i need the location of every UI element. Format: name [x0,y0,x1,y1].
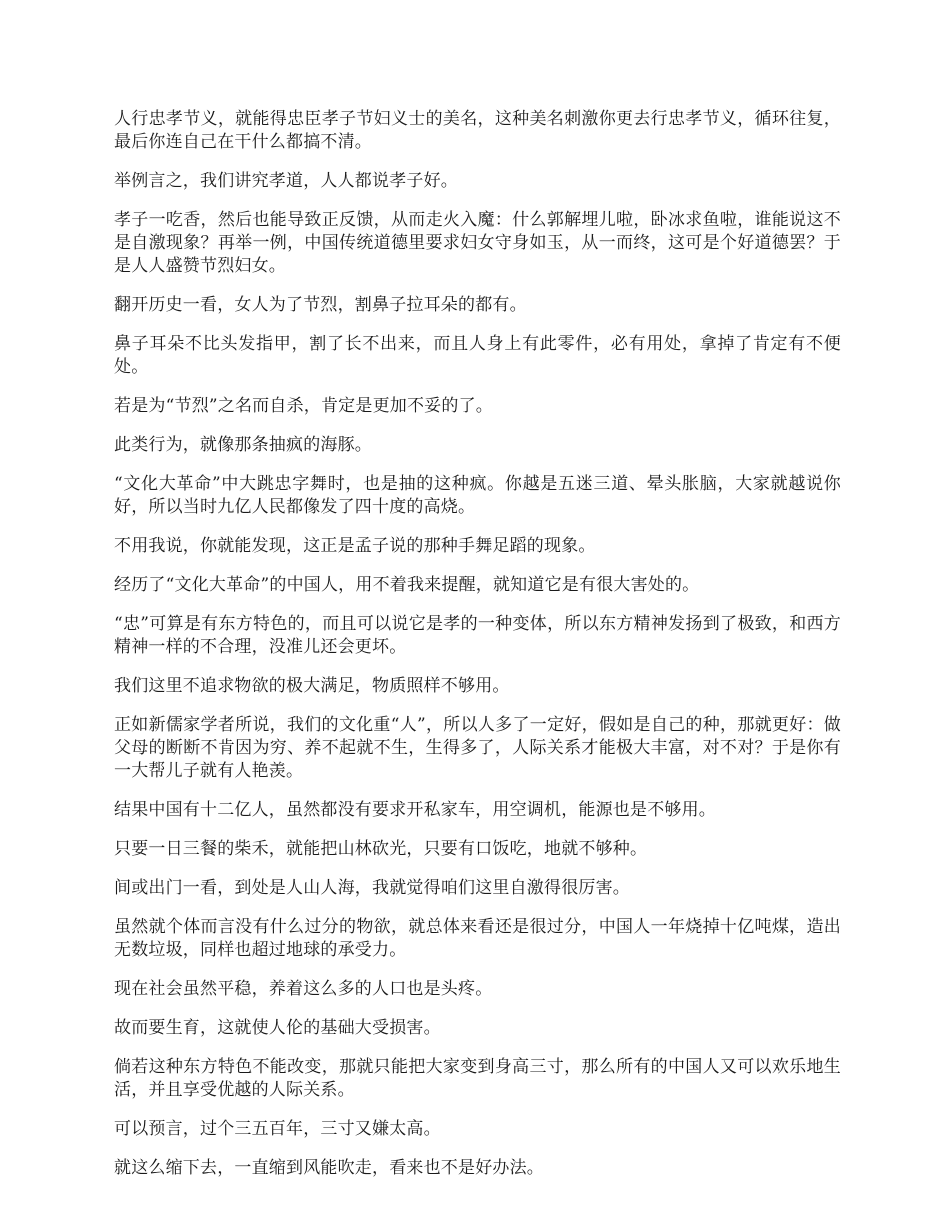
paragraph: 孝子一吃香，然后也能导致正反馈，从而走火入魔：什么郭解埋儿啦，卧冰求鱼啦，谁能说这不是自激现象？再举一例，中国传统道德里要求妇女守身如玉，从一而终，这可是个好道德罢？于是人人盛赞节烈妇女。 [114,210,841,276]
paragraph: “文化大革命”中大跳忠字舞时，也是抽的这种疯。你越是五迷三道、晕头胀脑，大家就越说你好，所以当时九亿人民都像发了四十度的高烧。 [114,474,841,517]
paragraph: 此类行为，就像那条抽疯的海豚。 [114,435,372,455]
paragraph: 鼻子耳朵不比头发指甲，割了长不出来，而且人身上有此零件，必有用处，拿掉了肯定有不便处。 [114,334,841,377]
paragraph: 现在社会虽然平稳，养着这么多的人口也是头疼。 [114,979,493,999]
paragraph: “忠”可算是有东方特色的，而且可以说它是孝的一种变体，所以东方精神发扬到了极致，和西方精神一样的不合理，没准儿还会更坏。 [114,614,841,657]
paragraph: 间或出门一看，到处是人山人海，我就觉得咱们这里自激得很厉害。 [114,878,630,898]
paragraph: 不用我说，你就能发现，这正是孟子说的那种手舞足蹈的现象。 [114,536,596,556]
paragraph: 翻开历史一看，女人为了节烈，割鼻子拉耳朵的都有。 [114,295,527,315]
paragraph: 举例言之，我们讲究孝道，人人都说孝子好。 [114,171,458,191]
paragraph: 经历了“文化大革命”的中国人，用不着我来提醒，就知道它是有很大害处的。 [114,575,700,595]
paragraph: 正如新儒家学者所说，我们的文化重“人”，所以人多了一定好，假如是自己的种，那就更好：做父母的断断不肯因为穷、养不起就不生，生得多了，人际关系才能极大丰富，对不对？于是你有一大帮儿子就有人艳羡。 [114,715,841,781]
paragraph: 人行忠孝节义，就能得忠臣孝子节妇义士的美名，这种美名刺激你更去行忠孝节义，循环往复，最后你连自己在干什么都搞不清。 [114,109,841,152]
paragraph: 只要一日三餐的柴禾，就能把山林砍光，只要有口饭吃，地就不够种。 [114,839,648,859]
paragraph: 倘若这种东方特色不能改变，那就只能把大家变到身高三寸，那么所有的中国人又可以欢乐地生活，并且享受优越的人际关系。 [114,1057,841,1100]
paragraph: 故而要生育，这就使人伦的基础大受损害。 [114,1018,441,1038]
paragraph: 若是为“节烈”之名而自杀，肯定是更加不妥的了。 [114,396,493,416]
paragraph: 就这么缩下去，一直缩到风能吹走，看来也不是好办法。 [114,1158,544,1178]
paragraph: 虽然就个体而言没有什么过分的物欲，就总体来看还是很过分，中国人一年烧掉十亿吨煤，造出无数垃圾，同样也超过地球的承受力。 [114,917,841,960]
paragraph: 可以预言，过个三五百年，三寸又嫌太高。 [114,1119,441,1139]
document-body [114,108,841,1196]
paragraph: 我们这里不追求物欲的极大满足，物质照样不够用。 [114,676,510,696]
paragraph: 结果中国有十二亿人，虽然都没有要求开私家车，用空调机，能源也是不够用。 [114,800,716,820]
